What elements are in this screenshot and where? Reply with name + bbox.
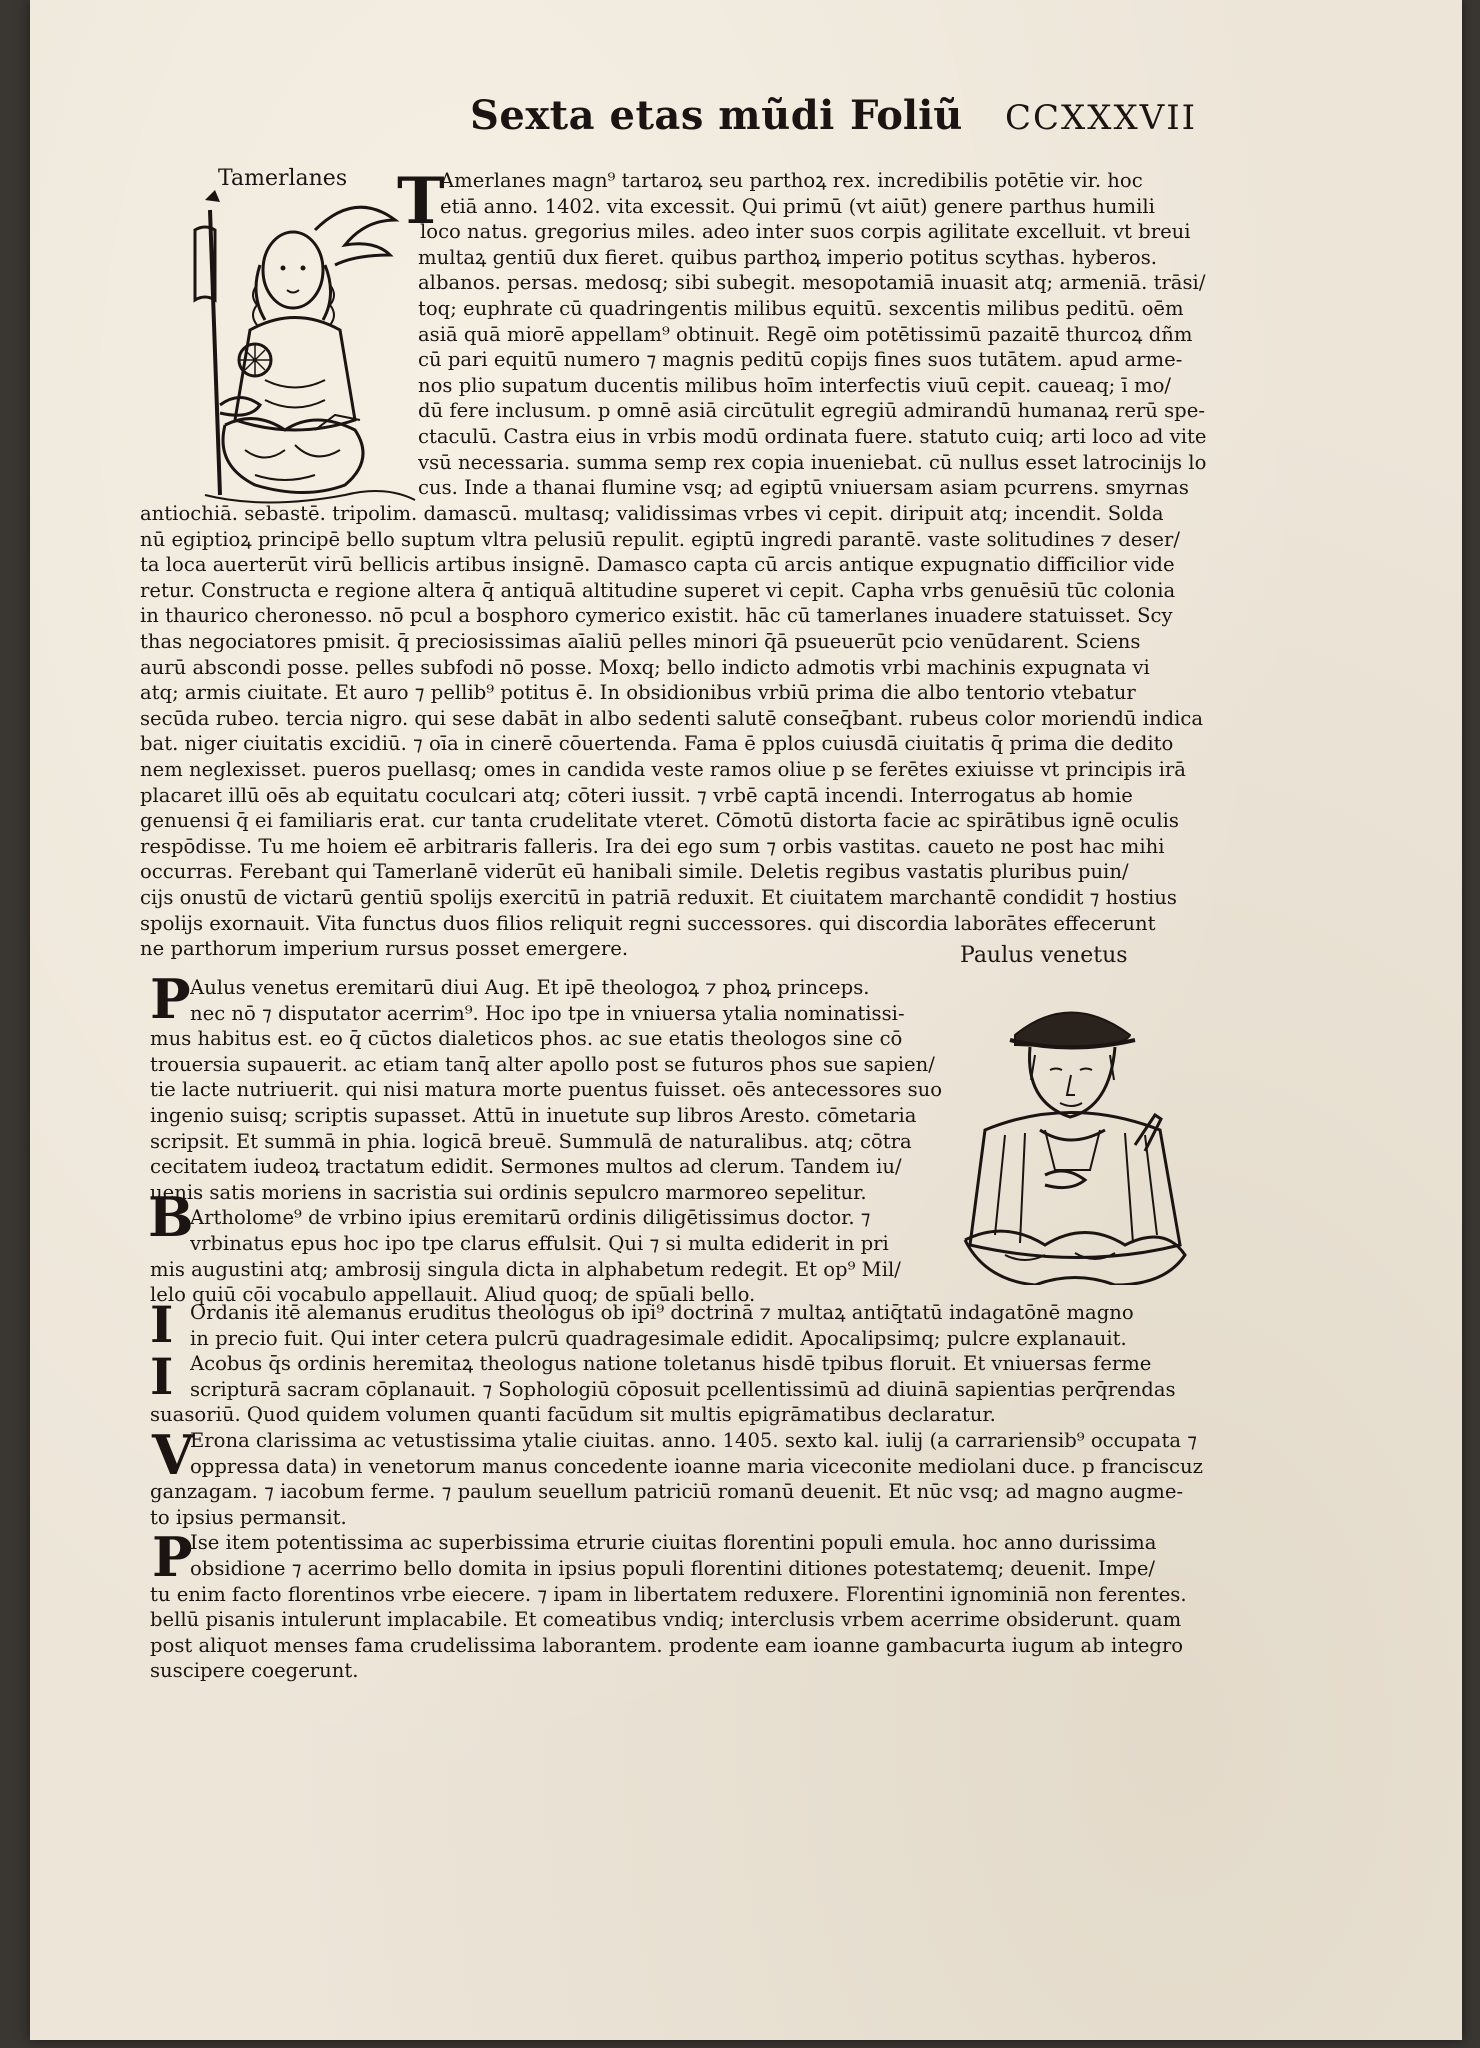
initial-p-paulus: P <box>150 967 191 1031</box>
initial-t: T <box>397 164 445 239</box>
tamerlanes-text-wide: antiochiā. sebastē. tripolim. damascū. multasq; validissimas vrbes vi cepit. diripuit atq; incendit. Solda nū egiptioꝝ principē bello suptum vltra pelusiū repulit. egiptū ingredi parantē. vaste solitudines ⁊ deser/ ta loca auerterūt virū bellicis artibus insignē. Damasco capta cū arcis antique expugnatio difficilior vide retur. Constructa e regione altera q̄ antiquā altitudine superet vi cepit. Capha vrbs genuēsiū tūc colonia in thaurico cheronesso. nō pcul a bosphoro cymerico existit. hāc cū tamerlanes inuadere statuisset. Scy thas negociatores pmisit. q̄ preciosissimas aīaliū pelles minori q̄ā psueuerūt pcio venūdarent. Sciens aurū abscondi posse. pelles subfodi nō posse. Moxq; bello indicto admotis vrbi machinis expugnata vi atq; armis ciuitate. Et auro ⁊ pellib⁹ potitus ē. In obsidionibus vrbiū prima die albo tentorio vtebatur secūda rubeo. tercia nigro. qui sese dabāt in albo sedenti salutē conseq̄bant. rubeus color moriendū indica bat. niger ciuitatis excidiū. ⁊ oīa in cinerē cōuertenda. Fama ē pplos cuiusdā ciuitatis q̄ prima die dedito nem neglexisset. pueros puellasq; omes in candida veste ramos oliue p se ferētes exiuisse vt principis irā placaret illū oēs ab equitatu coculcari atq; cōteri iussit. ⁊ vrbē captā incendi. Interrogatus ab homie genuensi q̄ ei familiaris erat. cur tanta crudelitate vteret. Cōmotū distorta facie ac spirātibus ignē oculis respōdisse. Tu me hoiem eē arbitraris falleris. Ira dei ego sum ⁊ orbis vastitas. caueto ne post hac mihi occurras. Ferebant qui Tamerlanē viderūt eū hanibali simile. Deletis regibus vastatis pluribus puin/ cijs onustū de victarū gentiū spolijs exercitū in patriā reduxit. Et ciuitatem marchantē condidit ⁊ hostius spolijs exornauit. Vita functus duos filios reliquit regni successores. qui discordia laborātes effecerunt ne parthorum imperium rursus posset emergere. <box>140 502 1204 961</box>
initial-v: V <box>152 1423 194 1487</box>
bottom-text: Ordanis itē alemanus eruditus theologus ob ipi⁹ doctrinā ⁊ multaꝝ antiq̄tatū indagatōnē magno in precio fuit. Qui inter cetera pulcrū quadragesimale edidit. Apocalipsimq; pulcre explanauit. Acobus q̄s ordinis heremitaꝝ theologus natione toletanus hisdē tpibus floruit. Et vniuersas ferme scripturā sacram cōplanauit. ⁊ Sophologiū cōposuit pcellentissimū ad diuinā sapientias perq̄rendas suasoriū. Quod quidem volumen quanti facūdum sit multis epigrāmatibus declaratur. Erona clarissima ac vetustissima ytalie ciuitas. anno. 1405. sexto kal. iulij (a carrariensib⁹ occupata ⁊ oppressa data) in venetorum manus concedente ioanne maria viceconite mediolani duce. p franciscuz ganzagam. ⁊ iacobum ferme. ⁊ paulum seuellum patriciū romanū deuenit. Et nūc vsq; ad magno augme- to ipsius permansit. Ise item potentissima ac superbissima etrurie ciuitas florentini populi emula. hoc anno durissima obsidione ⁊ acerrimo bello domita in ipsius populi florentini ditiones potestatemq; deuenit. Impe/ tu enim facto florentinos vrbe eiecere. ⁊ ipam in libertatem reduxere. Florentini ignominiā non ferentes. bellū pisanis intulerunt implacabile. Et comeatibus vndiq; interclusis vrbem acerrime obsiderunt. quam post aliquot menses fama crudelissima laborantem. prodente eam ioanne gambacurta iugum ab integro suscipere coegerunt. <box>150 1301 1203 1683</box>
running-head-folium: Foliũ <box>850 92 963 139</box>
tamerlanes-text-top: Amerlanes magn⁹ tartaroꝝ seu parthoꝝ rex. incredibilis potētie vir. hoc etiā anno. 1402. vita excessit. Qui primū (vt aiūt) genere parthus humili loco natus. gregorius miles. adeo inter suos corpis agilitate excelluit. vt breui multaꝝ gentiū dux fieret. quibus parthoꝝ imperio potitus scythas. hyberos. albanos. persas. medosq; sibi subegit. mesopotamiā inuasit atq; armeniā. trāsi/ toq; euphrate cū quadringentis milibus equitū. sexcentis milibus peditū. oēm asiā quā miorē appellam⁹ obtinuit. Regē oim potētissimū pazaitē thurcoꝝ dñm cū pari equitū numero ⁊ magnis peditū copijs fines suos tutātem. apud arme- nos plio supatum ducentis milibus hoīm interfectis viuū cepit. caueaq; ī mo/ dū fere inclusum. p omnē asiā circūtulit egregiū admirandū humanaꝝ rerū spe- ctaculū. Castra eius in vrbis modū ordinata fuere. statuto cuiq; arti loco ad vite vsū necessaria. summa semp rex copia inueniebat. cū nullus esset latrocinijs lo cus. Inde a thanai flumine vsq; ad egiptū vniuersam asiam pcurrens. smyrnas <box>418 169 1207 500</box>
book-leaf <box>30 0 1462 2040</box>
initial-p-pise: P <box>152 1525 193 1589</box>
paulus-caption: Paulus venetus <box>960 943 1128 968</box>
running-head-title: Sexta etas mũdi <box>470 92 835 139</box>
tamerlanes-caption: Tamerlanes <box>218 166 348 191</box>
folio-number: CCXXXVII <box>1005 98 1198 138</box>
initial-i-acobus: I <box>150 1347 174 1406</box>
initial-b: B <box>148 1185 194 1249</box>
initial-i-ordanis: I <box>150 1295 174 1354</box>
tamerlanes-woodcut <box>165 190 425 510</box>
paulus-text: Aulus venetus eremitarū diui Aug. Et ipē theologoꝝ ⁊ phoꝝ princeps. nec nō ⁊ disputator acerrim⁹. Hoc ipo tpe in vniuersa ytalia nominatissi- mus habitus est. eo q̄ cūctos dialeticos phos. ac sue etatis theologos sine cō trouersia supauerit. ac etiam tanq̄ alter apollo post se futuros phos sue sapien/ tie lacte nutriuerit. qui nisi matura morte puentus fuisset. oēs antecessores suo ingenio suisq; scriptis supasset. Attū in inuetute sup libros Aresto. cōmetaria scripsit. Et summā in phia. logicā breuē. Summulā de naturalibus. atq; cōtra cecitatem iudeoꝝ tractatum edidit. Sermones multos ad clerum. Tandem iu/ uenis satis moriens in sacristia sui ordinis sepulcro marmoreo sepelitur. Artholome⁹ de vrbino ipius eremitarū ordinis diligētissimus doctor. ⁊ vrbinatus epus hoc ipo tpe clarus effulsit. Qui ⁊ si multa ediderit in pri mis augustini atq; ambrosij singula dicta in alphabetum redegit. Et op⁹ Mil/ lelo quiū cōi vocabulo appellauit. Aliud quoq; de spūali bello. <box>150 976 943 1307</box>
paulus-woodcut <box>945 985 1200 1285</box>
